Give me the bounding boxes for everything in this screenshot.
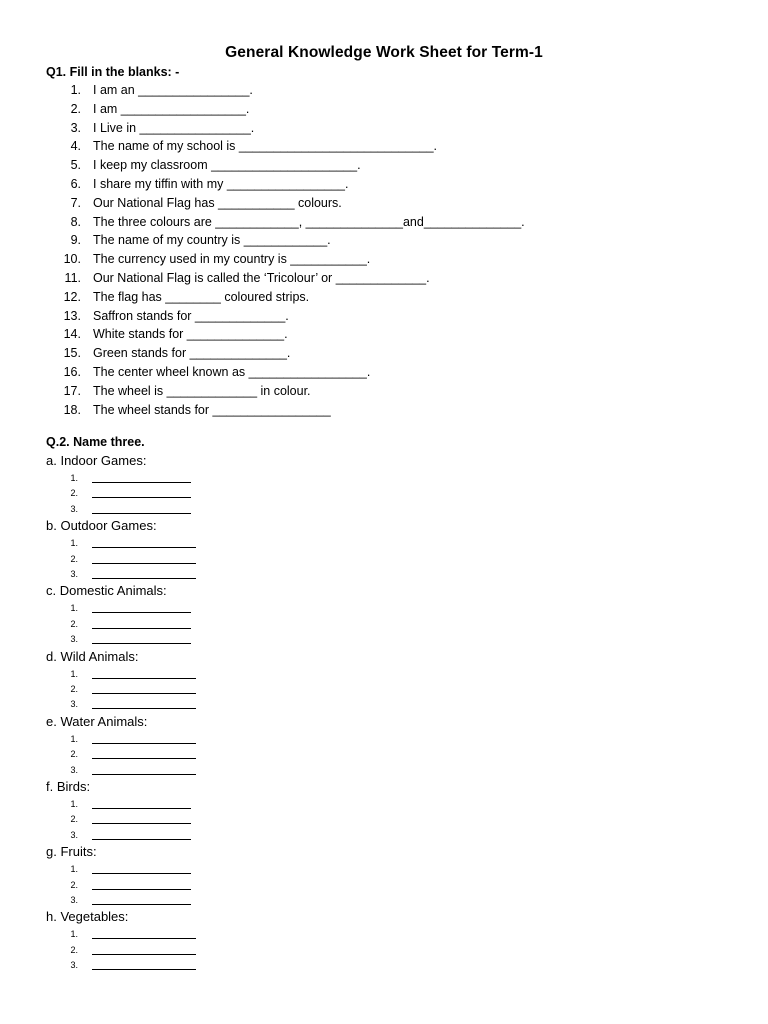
answer-blank-row bbox=[0, 828, 300, 843]
q1-item-text: The wheel is _____________ in colour. bbox=[93, 383, 311, 398]
q1-item bbox=[0, 100, 768, 119]
q1-item bbox=[0, 325, 768, 344]
q1-item bbox=[0, 250, 768, 269]
answer-number: 2. bbox=[70, 879, 78, 890]
q2-groups bbox=[0, 453, 768, 975]
answer-blank-row bbox=[0, 486, 300, 501]
answer-blank-row bbox=[0, 632, 300, 647]
answer-number: 2. bbox=[70, 553, 78, 564]
q1-item-number: 4. bbox=[70, 139, 81, 154]
answer-number: 1. bbox=[70, 668, 78, 679]
answer-blank-row bbox=[0, 502, 300, 517]
answer-number: 2. bbox=[70, 749, 78, 760]
answer-number: 1. bbox=[70, 538, 78, 549]
answer-number: 3. bbox=[70, 503, 78, 514]
answer-number: 1. bbox=[70, 603, 78, 614]
q2-group bbox=[0, 453, 768, 518]
q1-item-text: Our National Flag is called the ‘Tricolour’ or _____________. bbox=[93, 270, 430, 285]
q2-group bbox=[0, 649, 768, 714]
q1-item-number: 15. bbox=[63, 346, 81, 361]
answer-blank-row bbox=[0, 667, 300, 682]
q1-item-number: 8. bbox=[70, 214, 81, 229]
answer-blank-line bbox=[92, 758, 196, 759]
answer-number: 2. bbox=[70, 618, 78, 629]
q1-item-text: Our National Flag has ___________ colours. bbox=[93, 195, 342, 210]
q1-item-number: 3. bbox=[70, 120, 81, 135]
q1-item-text: The flag has ________ coloured strips. bbox=[93, 289, 310, 304]
q1-item bbox=[0, 382, 768, 401]
answer-blank-row bbox=[0, 878, 300, 893]
q1-item bbox=[0, 288, 768, 307]
q2-group bbox=[0, 583, 768, 648]
answer-blank-line bbox=[92, 497, 191, 498]
answer-blank-row bbox=[0, 552, 300, 567]
answer-blank-line bbox=[92, 823, 191, 824]
q1-item-number: 14. bbox=[63, 327, 81, 342]
answer-number: 1. bbox=[70, 929, 78, 940]
worksheet-title: General Knowledge Work Sheet for Term-1 bbox=[225, 44, 543, 61]
q1-item-number: 18. bbox=[63, 402, 81, 417]
q1-item-number: 2. bbox=[70, 101, 81, 116]
answer-blank-line bbox=[92, 643, 191, 644]
answer-blank-row bbox=[0, 763, 300, 778]
answer-blank-row bbox=[0, 617, 300, 632]
q2-group-label: a. Indoor Games: bbox=[46, 453, 147, 468]
answer-number: 1. bbox=[70, 864, 78, 875]
q1-item bbox=[0, 344, 768, 363]
q1-item bbox=[0, 175, 768, 194]
q2-group-label: h. Vegetables: bbox=[46, 909, 129, 925]
q1-item bbox=[0, 156, 768, 175]
q1-item bbox=[0, 213, 768, 232]
answer-blank-line bbox=[92, 628, 191, 629]
q1-item bbox=[0, 194, 768, 213]
answer-blank-line bbox=[92, 513, 191, 514]
answer-number: 3. bbox=[70, 634, 78, 645]
q1-item-number: 11. bbox=[64, 270, 81, 285]
answer-blank-row bbox=[0, 893, 300, 908]
answer-blank-line bbox=[92, 678, 196, 679]
q1-item-text: I am an ________________. bbox=[93, 83, 253, 97]
q1-item-number: 9. bbox=[70, 233, 81, 248]
q1-item-text: The name of my school is ____________________________. bbox=[93, 139, 438, 154]
answer-blank-row bbox=[0, 567, 300, 582]
q1-item-number: 6. bbox=[70, 176, 81, 191]
q2-group-label: d. Wild Animals: bbox=[46, 648, 139, 664]
answer-number: 3. bbox=[70, 960, 78, 971]
q1-item-text: I am __________________. bbox=[93, 101, 250, 116]
q2-group-label: f. Birds: bbox=[46, 778, 91, 794]
q2-group bbox=[0, 518, 768, 583]
q2-group bbox=[0, 779, 768, 844]
answer-number: 2. bbox=[70, 683, 78, 694]
answer-blank-line bbox=[92, 612, 191, 613]
answer-blank-line bbox=[92, 954, 196, 955]
q1-list bbox=[0, 81, 768, 419]
q1-item-number: 17. bbox=[63, 383, 81, 398]
answer-blank-row bbox=[0, 536, 300, 551]
q1-item-text: The center wheel known as _________________. bbox=[93, 364, 371, 379]
q2-heading: Q.2. Name three. bbox=[46, 435, 145, 449]
answer-blank-row bbox=[0, 862, 300, 877]
q2-group-label: e. Water Animals: bbox=[46, 713, 148, 729]
answer-blank-line bbox=[92, 774, 196, 775]
q1-item-number: 13. bbox=[63, 308, 81, 323]
q1-item-text: I keep my classroom _____________________. bbox=[93, 158, 361, 173]
answer-blank-line bbox=[92, 889, 191, 890]
answer-number: 2. bbox=[70, 944, 78, 955]
answer-blank-row bbox=[0, 747, 300, 762]
q1-item bbox=[0, 81, 768, 100]
answer-blank-line bbox=[92, 938, 196, 939]
q2-group bbox=[0, 714, 768, 779]
q1-item-text: The three colours are ____________, ______________and______________. bbox=[93, 214, 525, 229]
answer-blank-line bbox=[92, 873, 191, 874]
answer-number: 1. bbox=[70, 798, 78, 809]
q2-group-label: b. Outdoor Games: bbox=[46, 518, 157, 534]
answer-blank-line bbox=[92, 743, 196, 744]
answer-blank-line bbox=[92, 547, 196, 548]
answer-blank-row bbox=[0, 697, 300, 712]
q2-group bbox=[0, 909, 768, 974]
answer-number: 3. bbox=[70, 764, 78, 775]
q2-group bbox=[0, 844, 768, 909]
q1-item-number: 10. bbox=[63, 252, 81, 267]
q1-item bbox=[0, 363, 768, 382]
q1-item-text: Saffron stands for _____________. bbox=[93, 308, 289, 323]
q1-item-number: 12. bbox=[63, 289, 81, 304]
answer-number: 1. bbox=[70, 733, 78, 744]
answer-blank-row bbox=[0, 812, 300, 827]
q1-item bbox=[0, 137, 768, 156]
answer-blank-row bbox=[0, 927, 300, 942]
answer-blank-line bbox=[92, 708, 196, 709]
answer-blank-row bbox=[0, 682, 300, 697]
answer-number: 2. bbox=[70, 814, 78, 825]
q1-item-text: The name of my country is ____________. bbox=[93, 233, 331, 248]
q1-item-number: 16. bbox=[63, 364, 81, 379]
answer-blank-line bbox=[92, 904, 191, 905]
q1-item-number: 1. bbox=[70, 83, 81, 97]
answer-blank-row bbox=[0, 943, 300, 958]
answer-number: 1. bbox=[70, 473, 78, 483]
answer-blank-row bbox=[0, 797, 300, 812]
answer-number: 3. bbox=[70, 894, 78, 905]
answer-number: 3. bbox=[70, 568, 78, 579]
q1-item-number: 5. bbox=[70, 158, 81, 173]
q1-item-text: I share my tiffin with my _________________. bbox=[93, 176, 349, 191]
q1-item bbox=[0, 269, 768, 288]
q1-heading: Q1. Fill in the blanks: - bbox=[46, 65, 180, 79]
answer-blank-line bbox=[92, 578, 196, 579]
answer-number: 2. bbox=[70, 488, 78, 499]
q1-item-number: 7. bbox=[70, 195, 81, 210]
q1-item bbox=[0, 119, 768, 138]
q1-item-text: The currency used in my country is ___________. bbox=[93, 252, 371, 267]
q1-item-text: White stands for ______________. bbox=[93, 327, 288, 342]
q1-item bbox=[0, 307, 768, 326]
answer-number: 3. bbox=[70, 829, 78, 840]
q1-item bbox=[0, 401, 768, 420]
answer-blank-row bbox=[0, 732, 300, 747]
answer-blank-line bbox=[92, 808, 191, 809]
answer-blank-row bbox=[0, 601, 300, 616]
answer-number: 3. bbox=[70, 699, 78, 710]
q1-item bbox=[0, 231, 768, 250]
q2-group-label: c. Domestic Animals: bbox=[46, 583, 167, 599]
answer-blank-row bbox=[0, 958, 300, 973]
answer-blank-row bbox=[0, 471, 300, 486]
q1-item-text: Green stands for ______________. bbox=[93, 346, 291, 361]
q1-item-text: I Live in ________________. bbox=[93, 120, 255, 135]
answer-blank-line bbox=[92, 563, 196, 564]
answer-blank-line bbox=[92, 693, 196, 694]
answer-blank-line bbox=[92, 839, 191, 840]
answer-blank-line bbox=[92, 969, 196, 970]
q1-item-text: The wheel stands for _________________ bbox=[93, 402, 331, 417]
q2-group-label: g. Fruits: bbox=[46, 844, 97, 860]
answer-blank-line bbox=[92, 482, 191, 483]
